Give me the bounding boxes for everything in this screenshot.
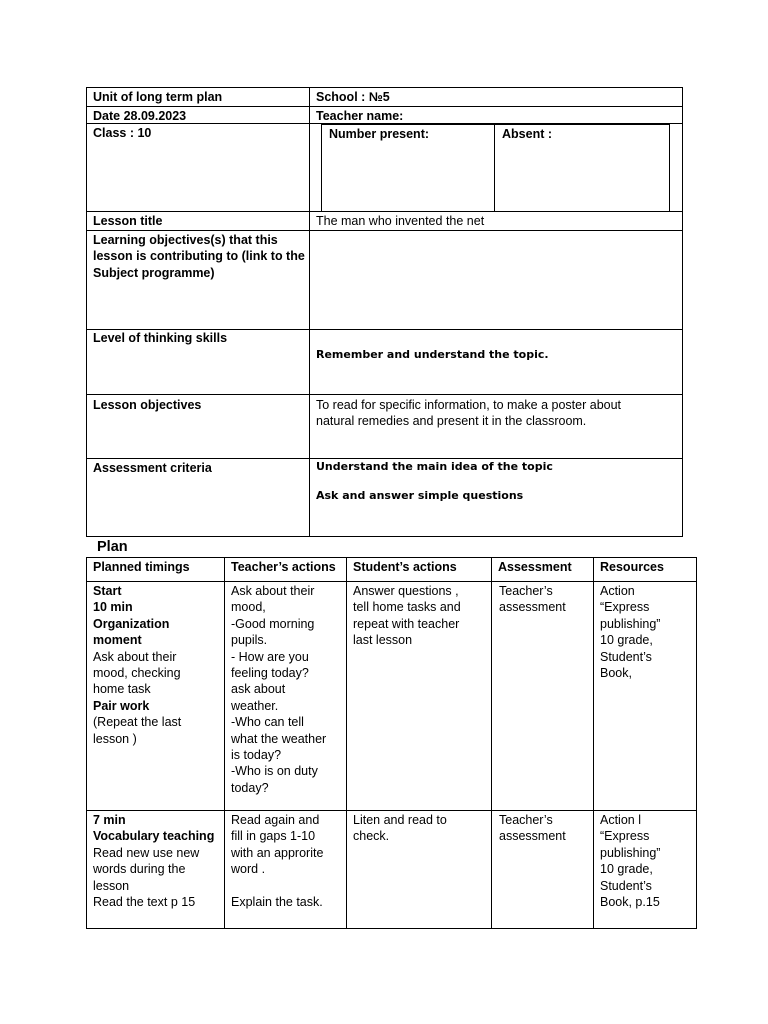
- row-1-student-actions: Answer questions , tell home tasks and repeat with teacher last lesson: [353, 584, 461, 648]
- timing-line: Vocabulary teaching: [93, 829, 215, 844]
- absent-label: Absent :: [502, 127, 552, 141]
- lesson-objectives-value: To read for specific information, to make a poster about natural remedies and present it in the classroom.: [316, 398, 622, 429]
- teacher-name-label: Teacher name:: [316, 109, 404, 123]
- timing-line: (Repeat the last: [93, 715, 182, 730]
- assessment-criteria-label: Assessment criteria: [93, 461, 212, 475]
- row-2-teacher-actions: Read again and fill in gaps 1-10 with an approrite word . Explain the task.: [231, 813, 324, 910]
- timing-line: lesson ): [93, 731, 137, 746]
- col-header-resources: Resources: [600, 560, 664, 574]
- col-header-teacher-actions: Teacher’s actions: [231, 560, 336, 574]
- timing-line: Read the text p 15: [93, 895, 196, 910]
- row-2-resources: Action l “Express publishing” 10 grade, Student’s Book, p.15: [600, 813, 661, 910]
- timing-line: Start: [93, 584, 122, 598]
- timing-line: lesson: [93, 878, 130, 893]
- date-label: Date 28.09.2023: [93, 109, 187, 123]
- timing-line: home task: [93, 682, 151, 697]
- learning-objectives-label: Learning objectives(s) that this lesson is contributing to (link to the Subject programme): [93, 233, 305, 280]
- school-label: School : №5: [316, 90, 390, 104]
- plan-heading: Plan: [97, 539, 128, 555]
- row-2-assessment: Teacher’s assessment: [499, 813, 566, 844]
- unit-label: Unit of long term plan: [93, 90, 223, 104]
- number-present-label: Number present:: [329, 127, 430, 141]
- col-header-assessment: Assessment: [498, 560, 572, 574]
- timing-line: Ask about their: [93, 649, 177, 664]
- timing-line: Pair work: [93, 698, 150, 713]
- row-2-timing: [93, 812, 214, 910]
- assessment-criteria-value-2: Ask and answer simple questions: [316, 489, 524, 502]
- row-2-student-actions: Liten and read to check.: [353, 813, 447, 844]
- timing-line: mood, checking: [93, 666, 181, 681]
- lesson-title-label: Lesson title: [93, 214, 163, 228]
- col-header-student-actions: Student’s actions: [353, 560, 457, 574]
- row-1-timing: [93, 583, 181, 747]
- row-1-teacher-actions: Ask about their mood, -Good morning pupils. - How are you feeling today? ask about weather. -Who can tell what the weather is today? -Who is on duty today?: [231, 584, 327, 795]
- col-header-planned-timings: Planned timings: [93, 560, 190, 574]
- assessment-criteria-value-1: Understand the main idea of the topic: [316, 460, 553, 473]
- timing-line: 7 min: [93, 813, 126, 827]
- lesson-title-value: The man who invented the net: [316, 214, 485, 228]
- lesson-objectives-label: Lesson objectives: [93, 398, 202, 412]
- thinking-skills-value: Remember and understand the topic.: [316, 348, 549, 361]
- row-1-resources: Action “Express publishing” 10 grade, Student’s Book,: [600, 584, 661, 681]
- timing-line: 10 min: [93, 600, 133, 615]
- timing-line: words during the: [93, 862, 186, 877]
- row-1-assessment: Teacher’s assessment: [499, 584, 566, 615]
- timing-line: moment: [93, 633, 142, 648]
- timing-line: Organization: [93, 616, 170, 631]
- thinking-skills-label: Level of thinking skills: [93, 331, 228, 345]
- class-label: Class : 10: [93, 126, 152, 140]
- timing-line: Read new use new: [93, 845, 200, 860]
